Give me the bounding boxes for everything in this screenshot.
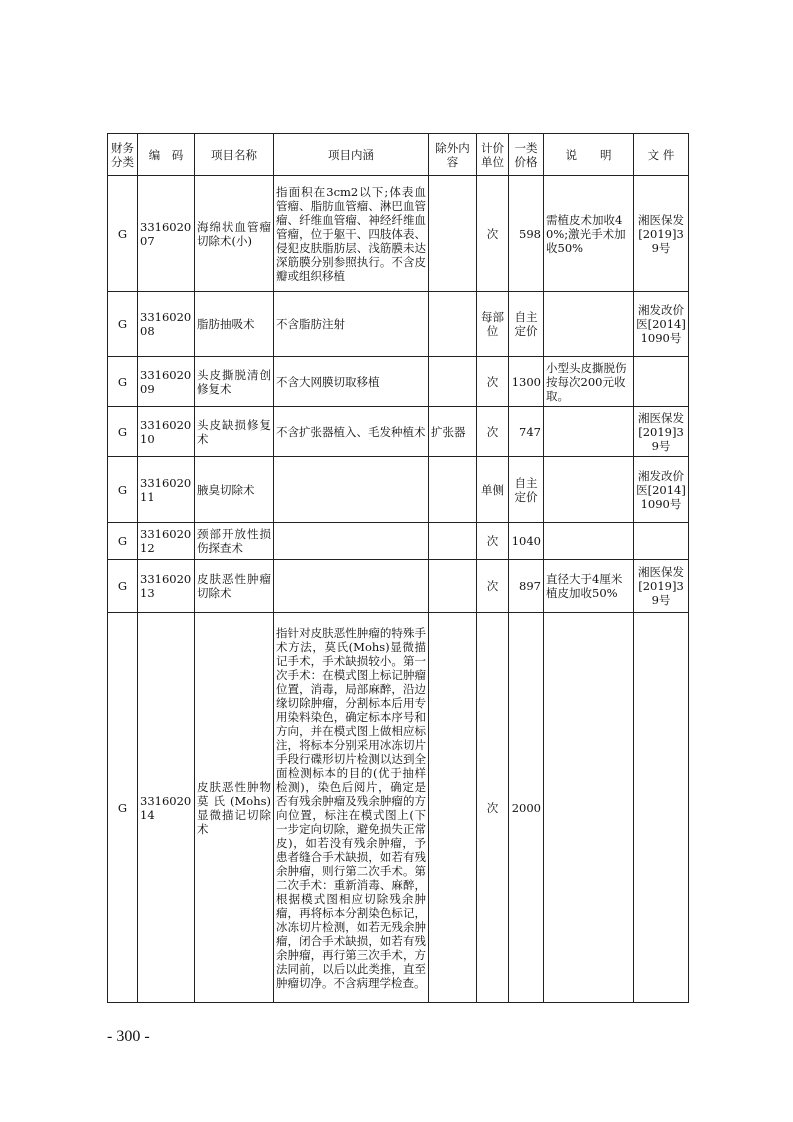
header-name: 项目名称	[195, 134, 274, 176]
cell-doc	[634, 357, 689, 407]
cell-unit: 次	[477, 407, 509, 457]
cell-code: 331602008	[138, 292, 195, 357]
cell-doc	[634, 523, 689, 560]
table-row	[108, 407, 689, 457]
cell-code: 331602013	[138, 560, 195, 613]
cell-unit: 次	[477, 523, 509, 560]
cell-code: 331602009	[138, 357, 195, 407]
table-row	[108, 357, 689, 407]
cell-price: 1040	[509, 523, 544, 560]
table-row	[108, 457, 689, 523]
cell-name: 头皮缺损修复术	[195, 407, 274, 457]
price-table	[107, 133, 689, 1003]
header-exclude: 除外内容	[429, 134, 477, 176]
cell-note: 需植皮术加收40%;激光手术加收50%	[544, 176, 634, 292]
cell-name: 颈部开放性损伤探查术	[195, 523, 274, 560]
cell-content: 不含脂肪注射	[274, 292, 429, 357]
header-content: 项目内涵	[274, 134, 429, 176]
header-note: 说 明	[544, 134, 634, 176]
header-unit: 计价单位	[477, 134, 509, 176]
cell-content	[274, 560, 429, 613]
cell-code: 331602010	[138, 407, 195, 457]
cell-name: 腋臭切除术	[195, 457, 274, 523]
cell-unit: 每部位	[477, 292, 509, 357]
table-row	[108, 176, 689, 292]
cell-price: 747	[509, 407, 544, 457]
table-header-row	[108, 134, 689, 176]
cell-category: G	[108, 176, 138, 292]
header-price: 一类价格	[509, 134, 544, 176]
cell-exclude	[429, 523, 477, 560]
cell-doc: 湘发改价医[2014]1090号	[634, 457, 689, 523]
cell-note: 小型头皮撕脱伤按每次200元收取。	[544, 357, 634, 407]
page-number: - 300 -	[107, 1028, 150, 1045]
table-row	[108, 292, 689, 357]
cell-unit: 次	[477, 176, 509, 292]
cell-price: 2000	[509, 613, 544, 1003]
cell-exclude: 扩张器	[429, 407, 477, 457]
cell-name: 皮肤恶性肿物莫氏(Mohs)显微描记切除术	[195, 613, 274, 1003]
cell-doc: 湘医保发[2019]39号	[634, 176, 689, 292]
cell-content: 不含扩张器植入、毛发种植术	[274, 407, 429, 457]
cell-content: 指面积在3cm2以下;体表血管瘤、脂肪血管瘤、淋巴血管瘤、纤维血管瘤、神经纤维血管瘤，位于躯干、四肢体表、侵犯皮肤脂肪层、浅筋膜未达深筋膜分别参照执行。不含皮瓣或组织移植	[274, 176, 429, 292]
cell-doc: 湘医保发[2019]39号	[634, 407, 689, 457]
cell-note	[544, 457, 634, 523]
cell-exclude	[429, 176, 477, 292]
cell-name: 海绵状血管瘤切除术(小)	[195, 176, 274, 292]
cell-unit: 次	[477, 560, 509, 613]
cell-category: G	[108, 523, 138, 560]
cell-exclude	[429, 560, 477, 613]
cell-category: G	[108, 560, 138, 613]
cell-code: 331602011	[138, 457, 195, 523]
table-row	[108, 560, 689, 613]
cell-exclude	[429, 613, 477, 1003]
cell-content: 不含大网膜切取移植	[274, 357, 429, 407]
cell-unit: 次	[477, 613, 509, 1003]
cell-price: 自主定价	[509, 457, 544, 523]
header-category: 财务分类	[108, 134, 138, 176]
cell-doc	[634, 613, 689, 1003]
cell-name: 皮肤恶性肿瘤切除术	[195, 560, 274, 613]
cell-price: 1300	[509, 357, 544, 407]
cell-price: 897	[509, 560, 544, 613]
cell-category: G	[108, 613, 138, 1003]
cell-note	[544, 523, 634, 560]
cell-content	[274, 523, 429, 560]
cell-category: G	[108, 407, 138, 457]
cell-code: 331602014	[138, 613, 195, 1003]
cell-exclude	[429, 292, 477, 357]
cell-unit: 单侧	[477, 457, 509, 523]
cell-note: 直径大于4厘米植皮加收50%	[544, 560, 634, 613]
cell-unit: 次	[477, 357, 509, 407]
cell-exclude	[429, 357, 477, 407]
cell-category: G	[108, 457, 138, 523]
cell-content: 指针对皮肤恶性肿瘤的特殊手术方法，莫氏(Mohs)显微描记手术，手术缺损较小。第一次手术：在模式图上标记肿瘤位置，消毒，局部麻醉，沿边缘切除肿瘤，分割标本后用专用染料染色，确定标本序号和方向，并在模式图上做相应标注，将标本分别采用冰冻切片手段行碟形切片检测以达到全面检测标本的目的(优于抽样检测)，染色后阅片，确定是否有残余肿瘤及残余肿瘤的方向位置，标注在模式图上(下一步定向切除，避免损失正常皮)，如若没有残余肿瘤，予患者缝合手术缺损，如若有残余肿瘤，则行第二次手术。第二次手术：重新消毒、麻醉，根据模式图相应切除残余肿瘤，再将标本分割染色标记，冰冻切片检测，如若无残余肿瘤，闭合手术缺损，如若有残余肿瘤，再行第三次手术，方法同前，以后以此类推，直至肿瘤切净。不含病理学检查。	[274, 613, 429, 1003]
cell-name: 脂肪抽吸术	[195, 292, 274, 357]
table-row	[108, 523, 689, 560]
cell-exclude	[429, 457, 477, 523]
cell-note	[544, 407, 634, 457]
cell-doc: 湘发改价医[2014]1090号	[634, 292, 689, 357]
cell-category: G	[108, 292, 138, 357]
table-row	[108, 613, 689, 1003]
cell-code: 331602012	[138, 523, 195, 560]
cell-note	[544, 292, 634, 357]
header-doc: 文 件	[634, 134, 689, 176]
cell-content	[274, 457, 429, 523]
cell-note	[544, 613, 634, 1003]
cell-code: 331602007	[138, 176, 195, 292]
cell-name: 头皮撕脱清创修复术	[195, 357, 274, 407]
cell-doc: 湘医保发[2019]39号	[634, 560, 689, 613]
cell-price: 598	[509, 176, 544, 292]
header-code: 编 码	[138, 134, 195, 176]
cell-price: 自主定价	[509, 292, 544, 357]
cell-category: G	[108, 357, 138, 407]
